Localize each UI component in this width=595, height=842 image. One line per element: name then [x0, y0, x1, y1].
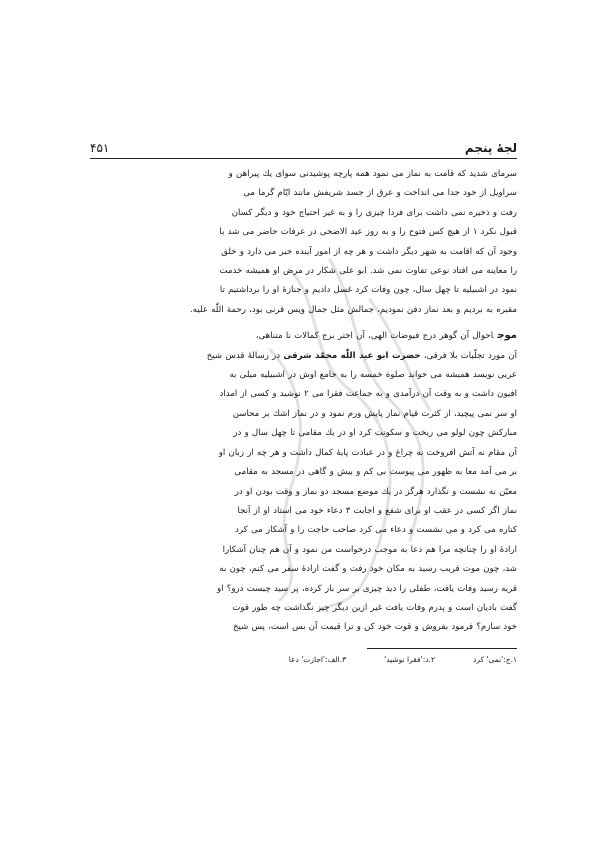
- text-line: کناره می کرد و می نشست و دعاء می کرد صاحب حاجت را و آشکار می کرد: [235, 525, 517, 536]
- text-line: شد، چون موت قریب رسید به مکان خود رفت و گفت ارادۀ سفر می کنم، چون به: [219, 564, 517, 575]
- footnote-2: ۲.د:'فقرا نوشید': [384, 654, 435, 664]
- saint-name: حضرت ابو عبد اللّٰه محمّد شرقی: [283, 350, 421, 361]
- chapter-title: لجۀ پنجم: [464, 141, 517, 155]
- text-line: بر می آمد معا به ظهور می پیوست بی کم و بیش و گاهی در مسجد به مقامی: [234, 467, 517, 478]
- paragraph-1: [90, 165, 517, 320]
- line-end-text: در رسالۀ قدس شیخ: [206, 350, 281, 361]
- heading-line-text: احوال آن گوهر درج فیوضات الهی، آن اختر برج کمالات نا متناهی،: [255, 331, 494, 342]
- text-line: مقبره به بردیم و بعد نماز دفن نمودیم، جمالش مثل جمال ویس قرنی بود، رحمة اللّٰه علیه.: [190, 304, 517, 315]
- line-start-text: آن مورد تجلّیات بلا فرقی،: [423, 350, 517, 361]
- paragraph-2: [90, 326, 517, 638]
- text-line: او سر نمی پیچید، از کثرت قیام نماز پایش ورم نمود و در نماز اشك بر محاسن: [232, 408, 517, 419]
- text-line: قبول نکرد ۱ از هیچ کس فتوح را و به روز عید الاضحی در عرفات حاضر می شد با: [219, 227, 517, 238]
- footnote-3: ۳.الف:'اجازت' دعا: [288, 654, 347, 664]
- text-line: را معاینه می افتاد نوعی تفاوت نمی شد. ابو علی شکار در مرض او همیشه خدمت: [219, 266, 517, 277]
- text-line: سراویل از خود جدا می انداخت و عرق از جسد شریفش مانند ایّام گرما می: [243, 188, 517, 199]
- text-line: خود سازم؟ فرمود بفروش و قوت خود کن و ترا قیمت آن بس است، پس شیخ: [232, 622, 517, 633]
- text-line: رفت و ذخیره نمی داشت برای فردا چیزی را و به غیر احتیاج خود و دیگر کسان: [231, 207, 517, 218]
- text-line: عربی نویسد همیشه می خواند صلوة خمسه را به جامع اوش در اشبیلیه میلی به: [229, 370, 517, 381]
- text-line: مبارکش چون لولو می ریخت و سکونت کرد او در یك مقامی تا چهل سال و در: [233, 428, 517, 439]
- page-number: ۴۵۱: [90, 141, 110, 155]
- document-page: [90, 140, 517, 667]
- section-heading-mowj: موج: [497, 330, 517, 342]
- header-rule: [90, 158, 517, 159]
- footnotes: [90, 653, 517, 667]
- text-line: معیّن نه نشست و نگذارد هرگز در یك موضع مسجد دو نماز و وقت بودن او در: [234, 486, 517, 497]
- text-line: ارادۀ او را چنانچه مرا هم دعا به موجب درخواست من نمود و آن هم چنان آشکارا: [222, 544, 517, 555]
- text-line: وجود آن که اقامت به شهر دیگر داشت و هر چه از امور آینده خبر می دارد و خلق: [221, 246, 517, 257]
- text-line: گفت بادیان است و پدرم وفات یافت غیر ازین دیگر چیز نگذاشت چه طور قوت: [232, 602, 517, 613]
- text-line: [90, 347, 517, 366]
- running-header: [90, 140, 517, 156]
- text-line: افیون داشت و به وقت آن درآمدی و به جماعت فقرا می ۲ نوشید و کسی از امداد: [219, 389, 517, 400]
- footnote-rule: [367, 648, 517, 649]
- text-line: سرمای شدید که قامت به نماز می نمود همه پارچه پوشیدنی سوای یك پیراهن و: [228, 169, 517, 179]
- text-line: نماز اگر کسی در عقب او برای شفع و اجابت ۳ دعاء خود می استاد او از آنجا: [237, 505, 517, 516]
- text-line: [90, 326, 517, 346]
- footnote-1: ۱.ج:'نمی' کرد: [472, 654, 517, 664]
- text-line: نمود در اشبیلیه تا چهل سال، چون وفات کرد غسل دادیم و جنازۀ او را برداشتیم تا: [219, 285, 517, 296]
- text-line: قریه رسید وفات یافت، طفلی را دید چیزی بر سر بار کرده، پر سید چیست درو؟ او: [217, 583, 517, 594]
- text-line: آن مقام نه آتش افروخت نه چراغ و در عبادت پایۀ کمال داشت و هر چه از زبان او: [218, 447, 517, 458]
